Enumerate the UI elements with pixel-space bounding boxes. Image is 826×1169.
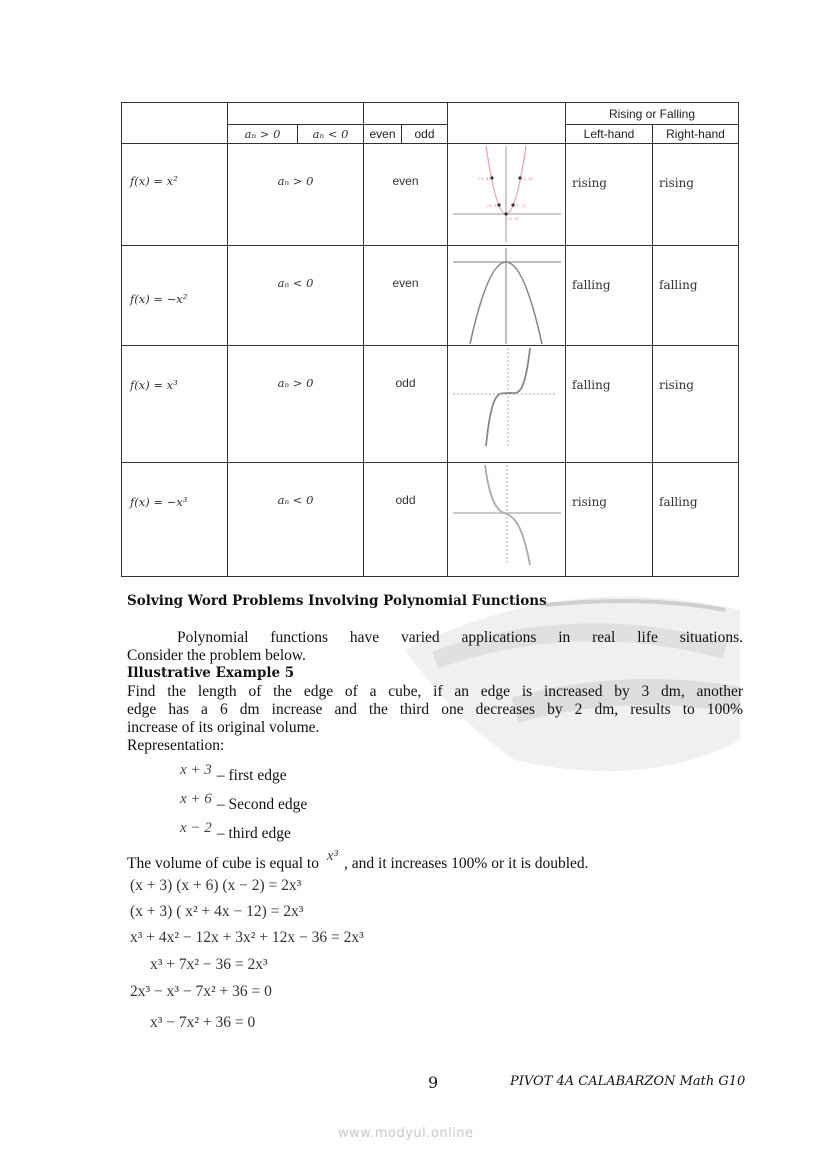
header-blank-function <box>122 103 228 144</box>
degree-cell: even <box>364 144 448 246</box>
header-blank-degree <box>364 103 448 125</box>
left-hand-cell: falling <box>566 346 653 463</box>
function-cell <box>122 246 228 346</box>
equation-line: x³ − 7x² + 36 = 0 <box>150 1014 256 1031</box>
example-title: Illustrative Example 5 <box>127 665 295 681</box>
table-row <box>122 246 739 346</box>
representation-label: Representation: <box>127 737 225 754</box>
problem-line-2: edge has a 6 dm increase and the third one decreases by 2 dm, results to 100% <box>127 701 743 718</box>
degree-cell: odd <box>364 346 448 463</box>
header-blank-graph <box>448 103 566 144</box>
intro-line-1: Polynomial functions have varied applications in real life situations. <box>177 629 743 646</box>
representation-item <box>180 817 291 842</box>
graph-cell <box>448 246 566 346</box>
point-neg2-4 <box>490 176 493 179</box>
section-heading: Solving Word Problems Involving Polynomial Functions <box>127 593 547 609</box>
representation-item <box>180 788 308 813</box>
function-text: f(x) = x² <box>130 174 178 188</box>
point-label: (-2, 4) <box>478 176 491 181</box>
polynomial-behavior-table <box>121 102 739 577</box>
function-text: f(x) = x³ <box>130 378 178 392</box>
right-hand-cell: rising <box>653 346 739 463</box>
site-watermark: www.modyul.online <box>338 1126 474 1141</box>
edge-expression: x − 2 <box>180 820 212 836</box>
equation-line: x³ + 4x² − 12x + 3x² + 12x − 36 = 2x³ <box>130 929 364 946</box>
right-hand-cell: falling <box>653 246 739 346</box>
volume-expression: x³ <box>326 848 339 864</box>
function-cell <box>122 346 228 463</box>
header-right-hand: Right-hand <box>653 125 739 144</box>
footer-title: PIVOT 4A CALABARZON Math G10 <box>510 1074 746 1089</box>
header-odd: odd <box>402 125 448 144</box>
left-hand-cell: falling <box>566 246 653 346</box>
table-row <box>122 346 739 463</box>
equation-line: x³ + 7x² − 36 = 2x³ <box>150 956 268 973</box>
leading-text: aₙ > 0 <box>277 376 314 390</box>
intro-line-2: Consider the problem below. <box>127 647 306 664</box>
left-hand-cell: rising <box>566 144 653 246</box>
degree-cell: even <box>364 246 448 346</box>
volume-pre: The volume of cube is equal to <box>127 855 323 872</box>
table-row <box>122 463 739 577</box>
graph-parabola-up <box>448 144 566 244</box>
graph-cell <box>448 144 566 246</box>
header-blank-leading <box>228 103 364 125</box>
representation-item <box>180 759 287 784</box>
edge-expression: x + 3 <box>180 762 212 778</box>
left-hand-cell: rising <box>566 463 653 577</box>
equation-line: (x + 3) (x + 6) (x − 2) = 2x³ <box>130 877 302 894</box>
header-an-negative <box>298 125 364 144</box>
equation-line: (x + 3) ( x² + 4x − 12) = 2x³ <box>130 903 304 920</box>
table-row <box>122 144 739 246</box>
function-cell <box>122 463 228 577</box>
header-an-positive-text: aₙ > 0 <box>244 127 281 141</box>
edge-description: – first edge <box>216 767 287 784</box>
header-left-hand: Left-hand <box>566 125 653 144</box>
volume-post: , and it increases 100% or it is doubled. <box>344 855 589 872</box>
leading-text: aₙ < 0 <box>277 493 314 507</box>
edge-description: – third edge <box>216 825 291 842</box>
function-text: f(x) = −x³ <box>130 495 188 509</box>
problem-line-3: increase of its original volume. <box>127 719 320 736</box>
leading-text: aₙ < 0 <box>277 276 314 290</box>
leading-cell <box>228 246 364 346</box>
header-an-positive <box>228 125 298 144</box>
volume-statement <box>127 848 589 873</box>
point-label: (-1, 1) <box>486 203 499 208</box>
edge-expression: x + 6 <box>180 791 212 807</box>
equation-line: 2x³ − x³ − 7x² + 36 = 0 <box>130 983 272 1000</box>
point-label: (2, 4) <box>522 176 533 181</box>
right-hand-cell: falling <box>653 463 739 577</box>
leading-cell <box>228 346 364 463</box>
header-even: even <box>364 125 402 144</box>
header-an-negative-text: aₙ < 0 <box>312 127 349 141</box>
degree-cell: odd <box>364 463 448 577</box>
problem-line-1: Find the length of the edge of a cube, if an edge is increased by 3 dm, another <box>127 683 743 700</box>
header-rising-or-falling: Rising or Falling <box>566 103 739 125</box>
function-cell <box>122 144 228 246</box>
point-label: (1, 1) <box>515 203 526 208</box>
graph-parabola-down <box>448 246 566 344</box>
leading-text: aₙ > 0 <box>277 174 314 188</box>
graph-cell <box>448 346 566 463</box>
graph-cubic-up <box>448 346 566 461</box>
leading-cell <box>228 463 364 577</box>
graph-cubic-down <box>448 463 566 575</box>
edge-description: – Second edge <box>216 796 308 813</box>
right-hand-cell: rising <box>653 144 739 246</box>
function-text: f(x) = −x² <box>130 292 188 306</box>
graph-cell <box>448 463 566 577</box>
page-number: 9 <box>428 1073 439 1092</box>
point-label: (0, 0) <box>508 216 519 221</box>
leading-cell <box>228 144 364 246</box>
